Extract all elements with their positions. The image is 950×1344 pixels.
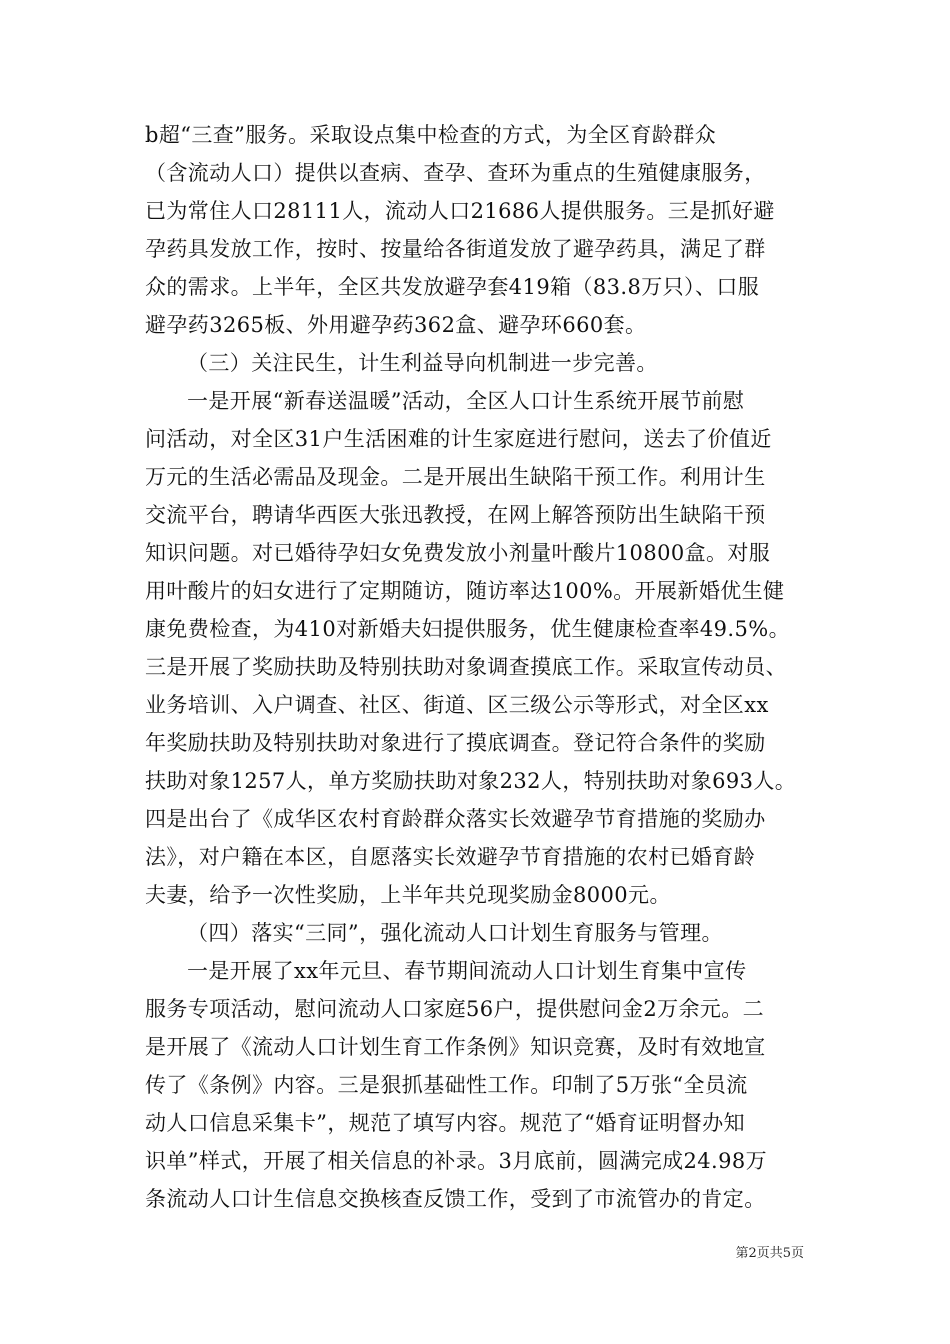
- paragraph-first-line: 一是开展“新春送温暖”活动，全区人口计生系统开展节前慰: [187, 389, 745, 413]
- text-line: 三是开展了奖励扶助及特别扶助对象调查摸底工作。采取宣传动员、: [145, 655, 787, 679]
- section-heading-3: （三）关注民生，计生利益导向机制进一步完善。: [187, 351, 658, 375]
- text-line: 动人口信息采集卡”，规范了填写内容。规范了“婚育证明督办知: [145, 1111, 746, 1135]
- text-line: 法》，对户籍在本区，自愿落实长效避孕节育措施的农村已婚育龄: [145, 845, 756, 869]
- text-line: 条流动人口计生信息交换核查反馈工作，受到了市流管办的肯定。: [145, 1187, 766, 1211]
- paragraph-first-line: 一是开展了xx年元旦、春节期间流动人口计划生育集中宣传: [187, 959, 747, 983]
- text-line: 业务培训、入户调查、社区、街道、区三级公示等形式，对全区xx: [145, 693, 769, 717]
- text-line: 孕药具发放工作，按时、按量给各街道发放了避孕药具，满足了群: [145, 237, 766, 261]
- page-number: 第2页共5页: [735, 1246, 804, 1261]
- text-line: 传了《条例》内容。三是狠抓基础性工作。印制了5万张“全员流: [145, 1073, 748, 1097]
- text-line: 交流平台，聘请华西医大张迅教授，在网上解答预防出生缺陷干预: [145, 503, 766, 527]
- text-line: 识单”样式，开展了相关信息的补录。3月底前，圆满完成24.98万: [145, 1149, 768, 1173]
- text-line: （含流动人口）提供以查病、查孕、查环为重点的生殖健康服务，: [145, 161, 766, 185]
- text-line: 问活动，对全区31户生活困难的计生家庭进行慰问，送去了价值近: [145, 427, 772, 451]
- text-line: b超“三查”服务。采取设点集中检查的方式，为全区育龄群众: [145, 123, 717, 147]
- text-line: 四是出台了《成华区农村育龄群众落实长效避孕节育措施的奖励办: [145, 807, 766, 831]
- document-body: [145, 116, 815, 1218]
- text-line: 扶助对象1257人，单方奖励扶助对象232人，特别扶助对象693人。: [145, 769, 797, 793]
- text-line: 用叶酸片的妇女进行了定期随访，随访率达100%。开展新婚优生健: [145, 579, 785, 603]
- text-line: 众的需求。上半年，全区共发放避孕套419箱（83.8万只）、口服: [145, 275, 760, 299]
- text-line: 知识问题。对已婚待孕妇女免费发放小剂量叶酸片10800盒。对服: [145, 541, 771, 565]
- text-line: 服务专项活动，慰问流动人口家庭56户，提供慰问金2万余元。二: [145, 997, 765, 1021]
- section-heading-4: （四）落实“三同”，强化流动人口计划生育服务与管理。: [187, 921, 723, 945]
- text-line: 年奖励扶助及特别扶助对象进行了摸底调查。登记符合条件的奖励: [145, 731, 766, 755]
- text-line: 万元的生活必需品及现金。二是开展出生缺陷干预工作。利用计生: [145, 465, 766, 489]
- text-line: 避孕药3265板、外用避孕药362盒、避孕环660套。: [145, 313, 647, 337]
- text-line: 康免费检查，为410对新婚夫妇提供服务，优生健康检查率49.5%。: [145, 617, 790, 641]
- text-line: 已为常住人口28111人，流动人口21686人提供服务。三是抓好避: [145, 199, 775, 223]
- text-line: 是开展了《流动人口计划生育工作条例》知识竞赛，及时有效地宣: [145, 1035, 766, 1059]
- text-line: 夫妻，给予一次性奖励，上半年共兑现奖励金8000元。: [145, 883, 671, 907]
